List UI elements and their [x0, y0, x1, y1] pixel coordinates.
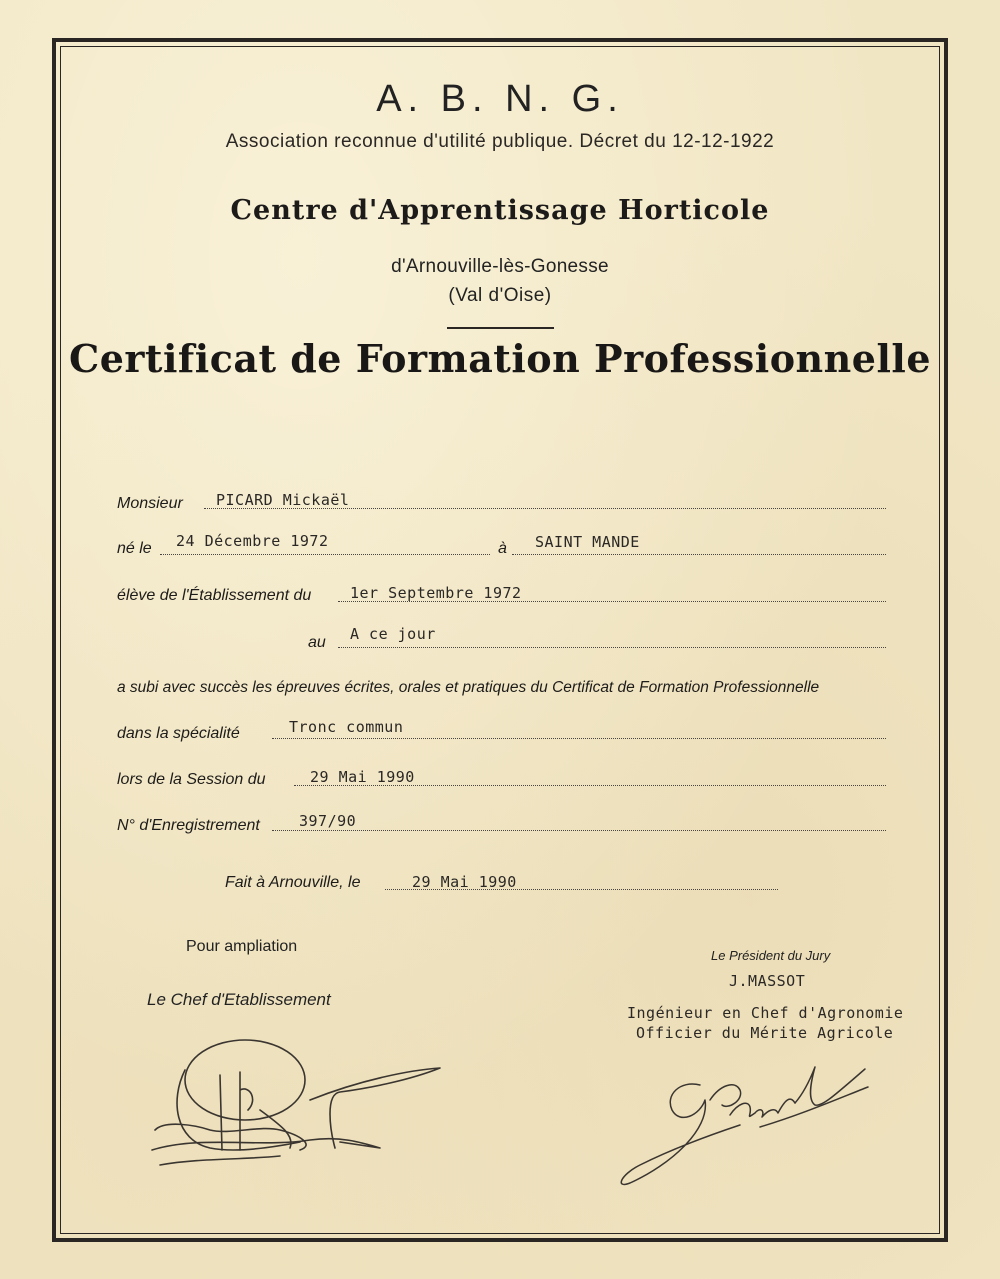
birth-date-dotted-line	[160, 554, 490, 555]
session-dotted-line	[294, 785, 886, 786]
enrolment-start-dotted-line	[338, 601, 886, 602]
issued-date-dotted-line	[385, 889, 778, 890]
birth-place-value: SAINT MANDE	[535, 533, 640, 551]
centre-name: Centre d'Apprentissage Horticole	[230, 195, 770, 226]
birth-date-value: 24 Décembre 1972	[176, 532, 329, 550]
enrolment-end-value: A ce jour	[350, 625, 436, 643]
name-dotted-line	[204, 508, 886, 509]
monsieur-label: Monsieur	[117, 495, 183, 512]
birth-place-label: à	[498, 540, 507, 557]
success-statement: a subi avec succès les épreuves écrites, orales et pratiques du Certificat de Formation Professionnelle	[117, 679, 820, 696]
registration-label: N° d'Enregistrement	[117, 817, 260, 834]
issued-at-label: Fait à Arnouville, le	[225, 874, 361, 891]
name-value: PICARD Mickaël	[216, 491, 350, 509]
birth-date-label: né le	[117, 540, 152, 557]
issued-date-value: 29 Mai 1990	[412, 873, 517, 891]
enrolment-start-value: 1er Septembre 1972	[350, 584, 522, 602]
registration-dotted-line	[272, 830, 886, 831]
session-date-value: 29 Mai 1990	[310, 768, 415, 786]
president-signature-image	[610, 1055, 880, 1195]
president-jury-title: Le Président du Jury	[711, 948, 831, 963]
specialty-label: dans la spécialité	[117, 725, 240, 742]
association-decree: Association reconnue d'utilité publique. Décret du 12-12-1922	[225, 131, 775, 152]
president-role-line-1: Ingénieur en Chef d'Agronomie	[627, 1004, 904, 1022]
enrolment-label: élève de l'Établissement du	[117, 587, 312, 604]
pour-ampliation: Pour ampliation	[186, 938, 298, 955]
enrolment-end-dotted-line	[338, 647, 886, 648]
enrolment-end-label: au	[308, 634, 326, 651]
registration-value: 397/90	[299, 812, 357, 830]
birth-place-dotted-line	[512, 554, 886, 555]
centre-department: (Val d'Oise)	[448, 285, 552, 306]
chef-signature-image	[140, 1030, 460, 1180]
president-role-line-2: Officier du Mérite Agricole	[636, 1024, 894, 1042]
session-label: lors de la Session du	[117, 771, 266, 788]
title-divider	[447, 327, 554, 329]
organization-acronym: A. B. N. G.	[376, 78, 624, 120]
chef-etablissement-title: Le Chef d'Etablissement	[147, 990, 331, 1009]
specialty-dotted-line	[272, 738, 886, 739]
certificate-title: Certificat de Formation Professionnelle	[68, 336, 932, 381]
specialty-value: Tronc commun	[289, 718, 404, 736]
president-name: J.MASSOT	[729, 972, 806, 990]
centre-city: d'Arnouville-lès-Gonesse	[391, 256, 609, 277]
